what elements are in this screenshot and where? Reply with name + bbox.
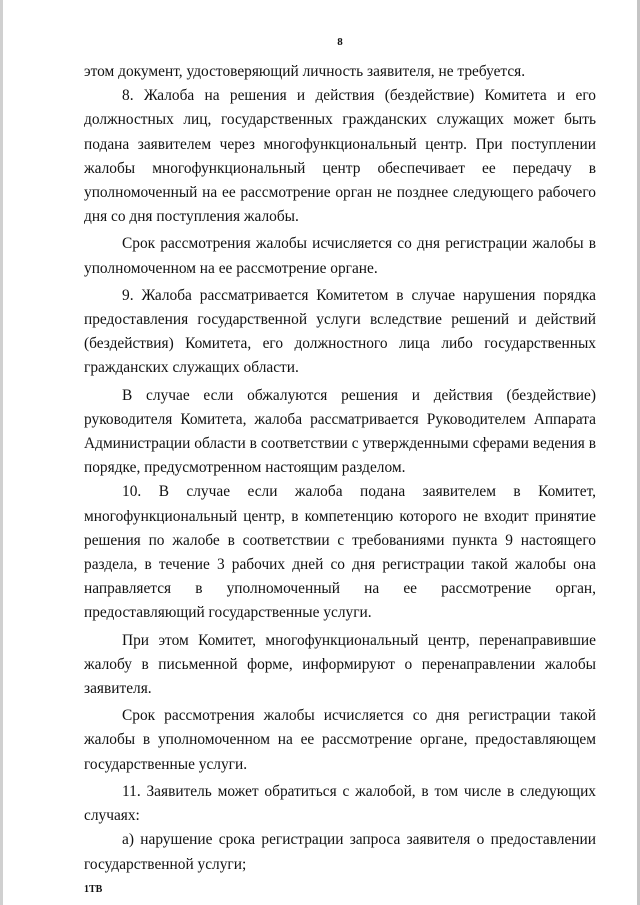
paragraph-item-8: 8. Жалоба на решения и действия (бездействие) Комитета и его должностных лиц, государственных гражданских служащих может быть подана заявителем через многофункциональный центр. При поступлении жалобы многофункциональный центр обеспечивает ее передачу в уполномоченный на ее рассмотрение орган не позднее следующего рабочего дня со дня поступления жалобы. [84, 87, 596, 226]
paragraph-item-10: 10. В случае если жалоба подана заявителем в Комитет, многофункциональный центр, в компетенцию которого не входит принятие решения по жалобе в соответствии с требованиями пункта 9 настоящего раздела, в течение 3 рабочих дней со дня регистрации такой жалобы она направляется в уполномоченный на ее рассмотрение орган, предоставляющий государственные услуги. [84, 483, 596, 622]
scan-edge-left [0, 0, 3, 905]
paragraph-item-11a: а) нарушение срока регистрации запроса заявителя о предоставлении государственной услуги; [84, 831, 596, 873]
paragraph-item-11: 11. Заявитель может обратиться с жалобой, в том числе в следующих случаях: [84, 782, 596, 825]
paragraph-review-period-redirect: Срок рассмотрения жалобы исчисляется со дня регистрации такой жалобы в уполномоченном на ее рассмотрение органе, предоставляющем государственные услуги. [84, 707, 596, 773]
page-number: 8 [337, 36, 343, 48]
paragraph-review-period: Срок рассмотрения жалобы исчисляется со дня регистрации жалобы в уполномоченном на ее рассмотрение органе. [84, 235, 596, 277]
paragraph-head-complaint: В случае если обжалуются решения и действия (бездействие) руководителя Комитета, жалоба рассматривается Руководителем Аппарата Администрации области в соответствии с утвержденными сферами ведения в порядке, предусмотренном настоящим разделом. [84, 386, 596, 477]
paragraph-redirect-notice: При этом Комитет, многофункциональный центр, перенаправившие жалобу в письменной форме, информируют о перенаправлении жалобы заявителя. [84, 631, 596, 698]
paragraph-continuation: этом документ, удостоверяющий личность заявителя, не требуется. [84, 63, 526, 80]
footer-code: 1ТВ [84, 884, 103, 895]
document-body [84, 60, 596, 877]
paragraph-item-9: 9. Жалоба рассматривается Комитетом в случае нарушения порядка предоставления государственной услуги вследствие решений и действий (бездействия) Комитета, его должностного лица либо государственных гражданских служащих области. [84, 286, 596, 377]
